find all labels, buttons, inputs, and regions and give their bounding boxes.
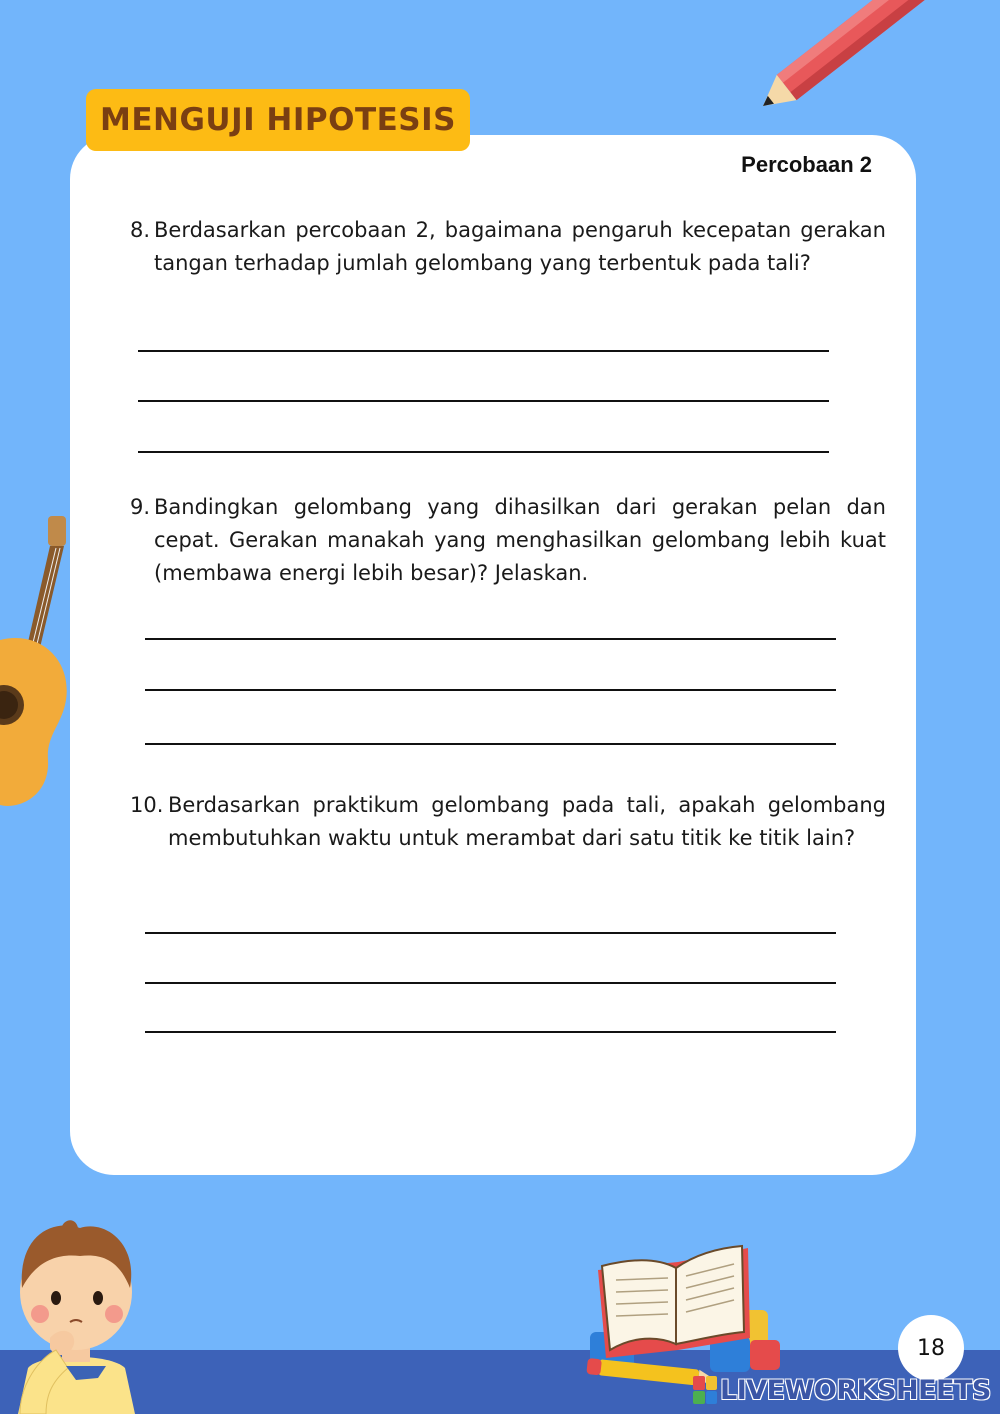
answer-line[interactable] bbox=[145, 743, 836, 745]
watermark bbox=[693, 1372, 991, 1408]
answer-line[interactable] bbox=[138, 350, 829, 352]
question-8 bbox=[130, 214, 886, 280]
question-10 bbox=[130, 789, 886, 855]
logo-block bbox=[693, 1376, 705, 1390]
worksheet-card bbox=[70, 135, 916, 1175]
answer-line[interactable] bbox=[145, 982, 836, 984]
answer-line[interactable] bbox=[138, 451, 829, 453]
question-text: Berdasarkan praktikum gelombang pada tali, apakah gelombang membutuhkan waktu untuk merambat dari satu titik ke titik lain? bbox=[168, 793, 886, 850]
pencil-illustration bbox=[745, 0, 930, 120]
guitar-illustration bbox=[0, 510, 72, 810]
logo-block bbox=[706, 1376, 718, 1390]
section-title: MENGUJI HIPOTESIS bbox=[86, 89, 470, 151]
logo-block bbox=[706, 1391, 718, 1405]
question-number: 9. bbox=[130, 495, 151, 519]
thinking-boy-illustration bbox=[10, 1218, 140, 1414]
question-number: 8. bbox=[130, 218, 151, 242]
page-number: 18 bbox=[898, 1315, 964, 1381]
book-blocks-illustration bbox=[578, 1240, 783, 1385]
question-text: Berdasarkan percobaan 2, bagaimana pengaruh kecepatan gerakan tangan terhadap jumlah gelombang yang terbentuk pada tali? bbox=[154, 218, 886, 275]
question-text: Bandingkan gelombang yang dihasilkan dari gerakan pelan dan cepat. Gerakan manakah yang menghasilkan gelombang lebih kuat (membawa energi lebih besar)? Jelaskan. bbox=[154, 495, 886, 585]
watermark-text: LIVEWORKSHEETS bbox=[720, 1374, 991, 1406]
logo-block bbox=[693, 1391, 705, 1405]
answer-line[interactable] bbox=[145, 932, 836, 934]
answer-line[interactable] bbox=[145, 1031, 836, 1033]
experiment-label: Percobaan 2 bbox=[741, 152, 872, 177]
liveworksheets-logo-icon bbox=[693, 1376, 717, 1404]
question-number: 10. bbox=[130, 793, 164, 817]
answer-line[interactable] bbox=[145, 689, 836, 691]
answer-line[interactable] bbox=[145, 638, 836, 640]
question-9 bbox=[130, 491, 886, 590]
answer-line[interactable] bbox=[138, 400, 829, 402]
